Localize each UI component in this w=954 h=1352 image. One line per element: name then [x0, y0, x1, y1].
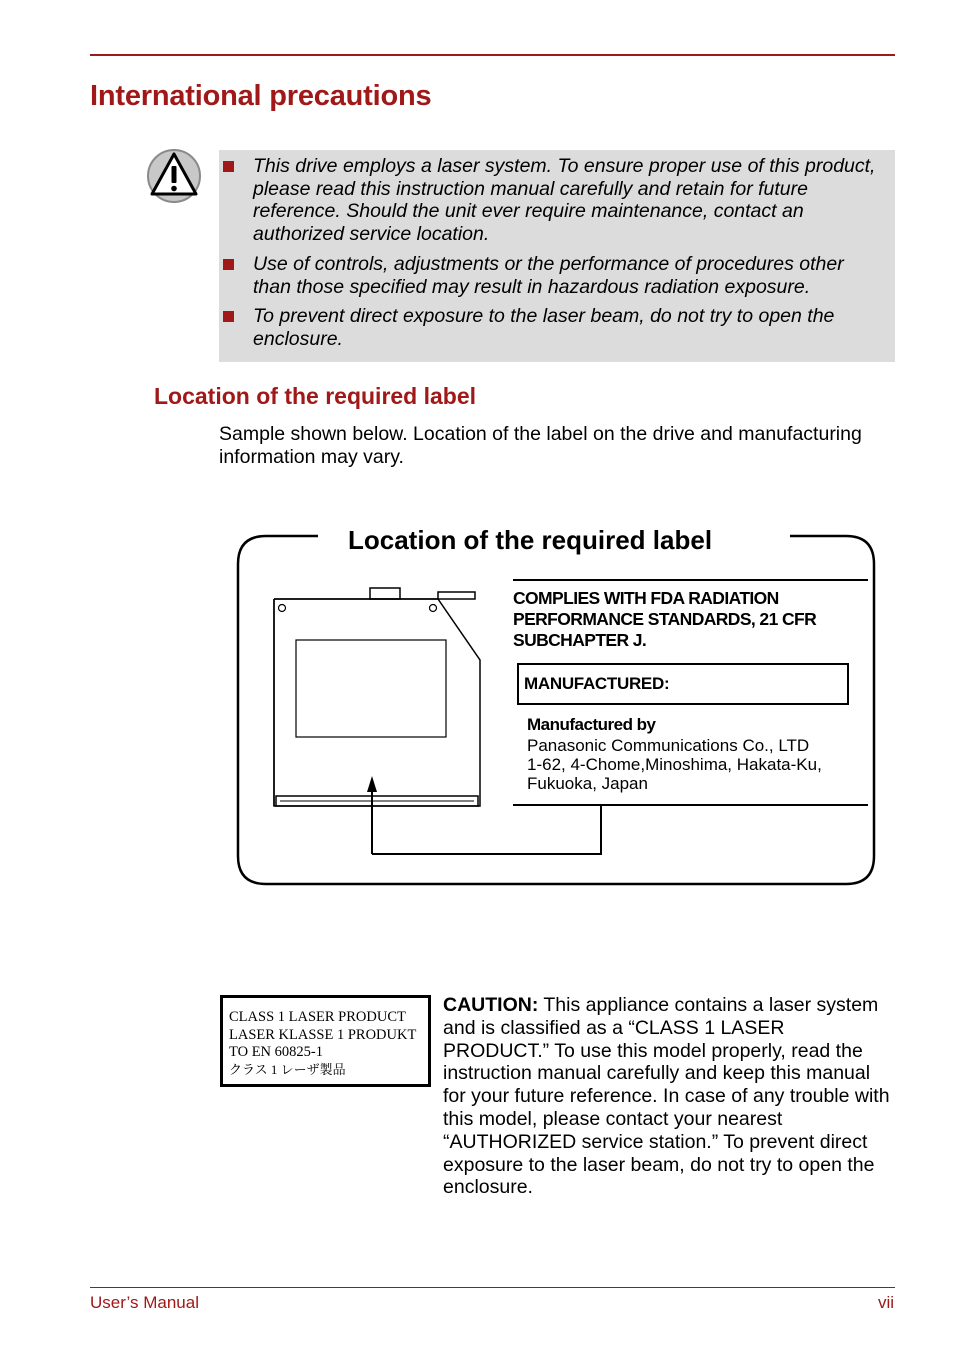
section-body: Sample shown below. Location of the label on the drive and manufacturing information may vary. [219, 423, 862, 468]
warning-triangle-icon [146, 148, 202, 204]
top-rule [90, 54, 895, 56]
bullet-icon [223, 161, 234, 172]
complies-line: PERFORMANCE STANDARDS, 21 CFR [513, 609, 817, 629]
warning-item: To prevent direct exposure to the laser beam, do not try to open the enclosure. [219, 305, 887, 350]
bottom-rule [90, 1287, 895, 1288]
label-area [296, 640, 446, 737]
bullet-icon [223, 311, 234, 322]
label-location-diagram [230, 520, 880, 890]
warning-box [219, 150, 895, 362]
caution-lead: CAUTION: [443, 994, 539, 1016]
laser-label-line: LASER KLASSE 1 PRODUKT [229, 1027, 417, 1043]
laser-label-line: クラス 1 レーザ製品 [229, 1062, 346, 1077]
address-line: Panasonic Communications Co., LTD [527, 736, 810, 755]
complies-line: COMPLIES WITH FDA RADIATION [513, 588, 779, 608]
caution-body: This appliance contains a laser system and is classified as a “CLASS 1 LASER PRODUCT.” To use this model properly, read the instruction manual carefully and keep this manual for your future reference. In case of any trouble with this model, please contact your nearest “AUTHORIZED service station.” To prevent direct exposure to the laser beam, do not try to open the enclosure. [443, 994, 890, 1199]
warning-item: Use of controls, adjustments or the performance of procedures other than those specified may result in hazardous radiation exposure. [219, 253, 887, 298]
manufactured-by: Manufactured by [527, 715, 656, 734]
complies-line: SUBCHAPTER J. [513, 630, 647, 650]
address-line: Fukuoka, Japan [527, 774, 648, 793]
address-line: 1-62, 4-Chome,Minoshima, Hakata-Ku, [527, 755, 822, 774]
page-title: International precautions [90, 80, 432, 112]
footer-page-number: vii [877, 1293, 894, 1312]
caution-text [443, 994, 893, 1199]
arrow-head-icon [367, 776, 377, 792]
warning-item: This drive employs a laser system. To ensure proper use of this product, please read this instruction manual carefully and retain for future reference. Should the unit ever require maintenance, contact an authorized service location. [219, 155, 887, 246]
bullet-icon [223, 259, 234, 270]
section-heading: Location of the required label [154, 383, 477, 409]
drive-outline [274, 592, 475, 599]
laser-label-line: TO EN 60825-1 [229, 1044, 323, 1060]
class-1-laser-label [220, 995, 431, 1087]
laser-label-line: CLASS 1 LASER PRODUCT [229, 1009, 406, 1025]
footer-manual-title: User’s Manual [90, 1293, 199, 1312]
manufactured-box-label: MANUFACTURED: [524, 674, 670, 693]
diagram-title: Location of the required label [348, 525, 713, 555]
